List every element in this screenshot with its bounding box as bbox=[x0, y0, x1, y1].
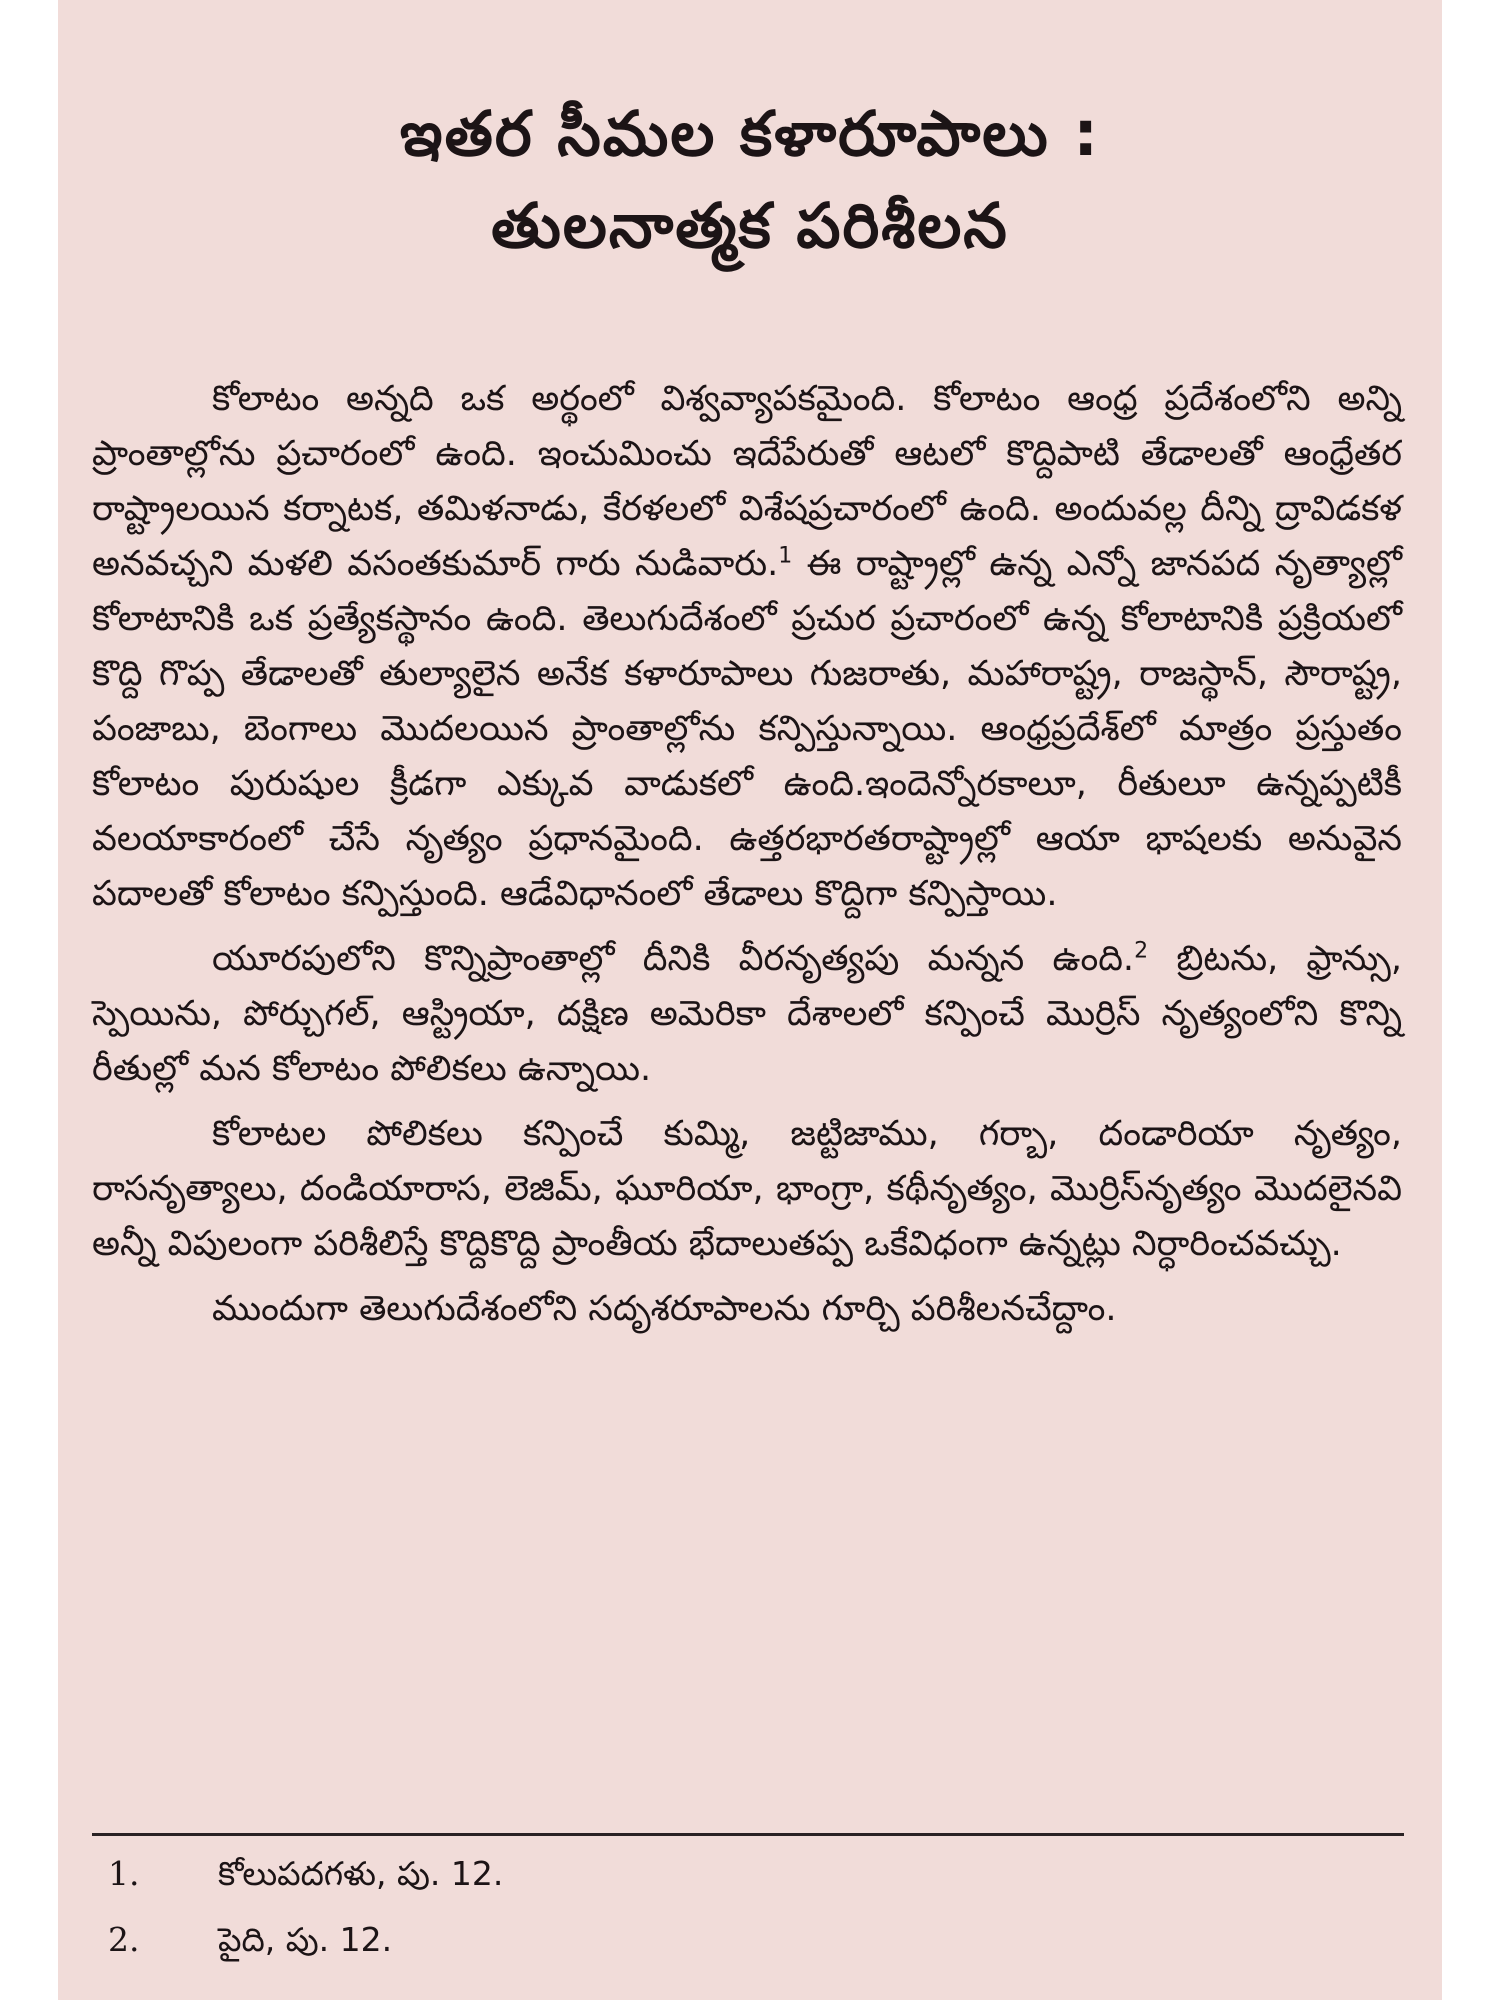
paragraph-1-text: కోలాటం అన్నది ఒక అర్థంలో విశ్వవ్యాపకమైంది. కోలాటం ఆంధ్ర ప్రదేశంలోని అన్ని ప్రాంతాల్లోను ప్రచారంలో ఉంది. ఇంచుమించు ఇదేపేరుతో ఆటలో కొద్దిపాటి తేడాలతో ఆంధ్రేతర రాష్ట్రాలయిన కర్నాటక, తమిళనాడు, కేరళలలో విశేషప్రచారంలో ఉంది. అందువల్ల దీన్ని ద్రావిడకళ అనవచ్చని మళలి వసంతకుమార్ గారు నుడివారు. bbox=[92, 379, 1402, 584]
footnote-2 bbox=[108, 1918, 392, 1962]
chapter-title-line-2: తులనాత్మక పరిశీలన bbox=[491, 189, 1009, 262]
footnote-ref-1: 1 bbox=[778, 543, 793, 569]
footnote-1 bbox=[108, 1852, 503, 1896]
footnote-1-text: కోలుపదగళు, పు. 12. bbox=[218, 1854, 504, 1893]
paragraph-1 bbox=[92, 372, 1402, 922]
footnote-divider bbox=[92, 1833, 1404, 1836]
paragraph-4: ముందుగా తెలుగుదేశంలోని సదృశరూపాలను గూర్చి పరిశీలనచేద్దాం. bbox=[212, 1289, 1117, 1329]
paragraph-2-text: యూరపులోని కొన్నిప్రాంతాల్లో దీనికి వీరనృత్యపు మన్నన ఉంది. bbox=[212, 939, 1135, 979]
footnote-1-number: 1. bbox=[108, 1854, 140, 1893]
footnote-2-number: 2. bbox=[108, 1920, 140, 1959]
paragraph-2-continued: బ్రిటను, ఫ్రాన్సు, స్పెయిను, పోర్చుగల్, ఆస్ట్రియా, దక్షిణ అమెరికా దేశాలలో కన్పించే మొర్రిస్ నృత్యంలోని కొన్ని రీతుల్లో మన కోలాటం పోలికలు ఉన్నాయి. bbox=[92, 939, 1402, 1089]
footnote-2-text: పైది, పు. 12. bbox=[218, 1920, 393, 1959]
body-text bbox=[92, 372, 1402, 1347]
paragraph-2 bbox=[92, 932, 1402, 1097]
chapter-title-line-1: ఇతర సీమల కళారూపాలు : bbox=[399, 97, 1101, 170]
chapter-title bbox=[58, 88, 1442, 272]
footnote-ref-2: 2 bbox=[1134, 938, 1149, 964]
paragraph-1-continued: ఈ రాష్ట్రాల్లో ఉన్న ఎన్నో జానపద నృత్యాల్లో కోలాటానికి ఒక ప్రత్యేకస్థానం ఉంది. తెలుగుదేశంలో ప్రచుర ప్రచారంలో ఉన్న కోలాటానికి ప్రక్రియలో కొద్ది గొప్ప తేడాలతో తుల్యాలైన అనేక కళారూపాలు గుజరాతు, మహారాష్ట్ర, రాజస్థాన్, సౌరాష్ట్ర, పంజాబు, బెంగాలు మొదలయిన ప్రాంతాల్లోను కన్పిస్తున్నాయి. ఆంధ్రప్రదేశ్‌లో మాత్రం ప్రస్తుతం కోలాటం పురుషుల క్రీడగా ఎక్కువ వాడుకలో ఉంది.ఇందెన్నోరకాలూ, రీతులూ ఉన్నప్పటికీ వలయాకారంలో చేసే నృత్యం ప్రధానమైంది. ఉత్తరభారతరాష్ట్రాల్లో ఆయా భాషలకు అనువైన పదాలతో కోలాటం కన్పిస్తుంది. ఆడేవిధానంలో తేడాలు కొద్దిగా కన్పిస్తాయి. bbox=[92, 544, 1402, 914]
book-page bbox=[58, 0, 1442, 2000]
paragraph-3: కోలాటల పోలికలు కన్పించే కుమ్మి, జట్టిజాము, గర్బా, దండారియా నృత్యం, రాసనృత్యాలు, దండియారాస, లెజిమ్, ఘూరియా, భాంగ్రా, కథీనృత్యం, మొర్రిస్‌నృత్యం మొదలైనవి అన్నీ విపులంగా పరిశీలిస్తే కొద్దికొద్ది ప్రాంతీయ భేదాలుతప్ప ఒకేవిధంగా ఉన్నట్లు నిర్ధారించవచ్చు. bbox=[92, 1114, 1402, 1264]
